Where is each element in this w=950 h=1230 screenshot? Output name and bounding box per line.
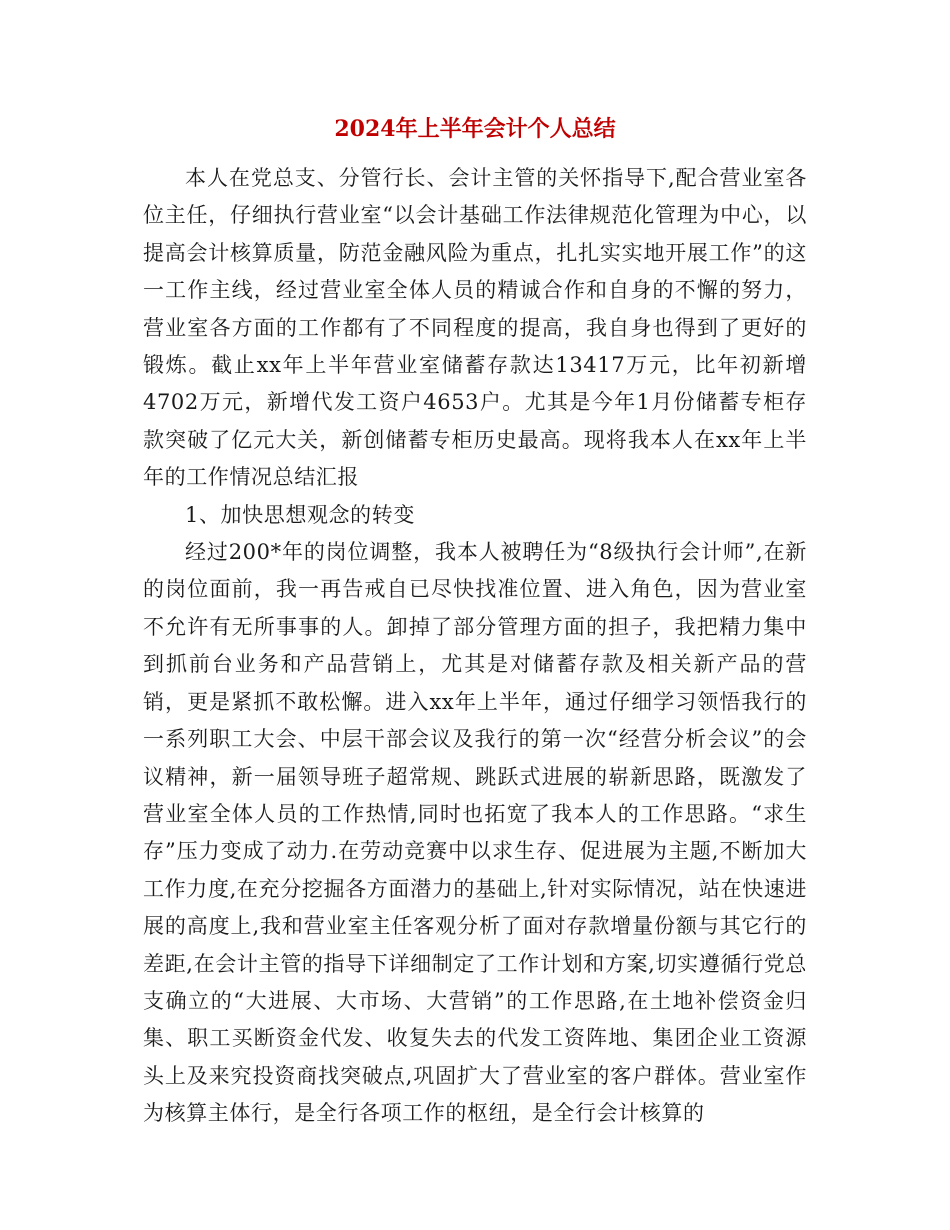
document-page xyxy=(143,112,807,1133)
paragraph-heading-1: 1、加快思想观念的转变 xyxy=(185,502,415,527)
paragraph-body-1: 经过200*年的岗位调整，我本人被聘任为“8级执行会计师”,在新的岗位面前，我一再告戒自已尽快找准位置、进入角色，因为营业室不允许有无所事事的人。卸掉了部分管理方面的担子，我把精力集中到抓前台业务和产品营销上，尤其是对储蓄存款及相关新产品的营销，更是紧抓不敢松懈。进入xx年上半年，通过仔细学习领悟我行的一系列职工大会、中层干部会议及我行的第一次“经营分析会议”的会议精神，新一届领导班子超常规、跳跃式进展的崭新思路，既激发了营业室全体人员的工作热情,同时也拓宽了我本人的工作思路。“求生存”压力变成了动力.在劳动竞赛中以求生存、促进展为主题,不断加大工作力度,在充分挖掘各方面潜力的基础上,针对实际情况，站在快速进展的高度上,我和营业室主任客观分析了面对存款增量份额与其它行的差距,在会计主管的指导下详细制定了工作计划和方案,切实遵循行党总支确立的“大进展、大市场、大营销”的工作思路,在土地补偿资金归集、职工买断资金代发、收复失去的代发工资阵地、集团企业工资源头上及来究投资商找突破点,巩固扩大了营业室的客户群体。营业室作为核算主体行，是全行各项工作的枢纽，是全行会计核算的 xyxy=(143,540,807,1126)
document-title: 2024年上半年会计个人总结 xyxy=(334,116,616,142)
paragraph-intro: 本人在党总支、分管行长、会计主管的关怀指导下,配合营业室各位主任，仔细执行营业室“以会计基础工作法律规范化管理为中心，以提高会计核算质量，防范金融风险为重点，扎扎实实地开展工作”的这一工作主线，经过营业室全体人员的精诚合作和自身的不懈的努力，营业室各方面的工作都有了不同程度的提高，我自身也得到了更好的锻炼。截止xx年上半年营业室储蓄存款达13417万元，比年初新增4702万元，新增代发工资户4653户。尤其是今年1月份储蓄专柜存款突破了亿元大关，新创储蓄专柜历史最高。现将我本人在xx年上半年的工作情况总结汇报 xyxy=(143,166,807,490)
